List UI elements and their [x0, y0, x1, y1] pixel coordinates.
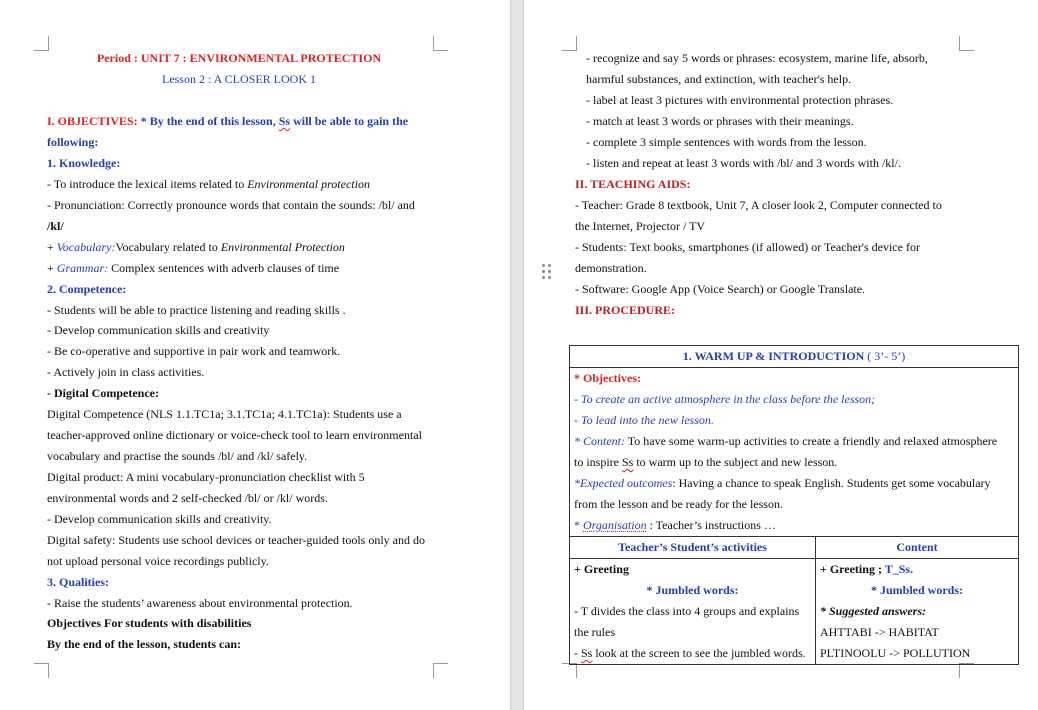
organisation-label: Organisation: [583, 518, 647, 532]
outcomes-label: *Expected outcomes: [574, 476, 673, 490]
teaching-aids-heading: II. TEACHING AIDS:: [575, 177, 691, 191]
vocabulary-label: Vocabulary:: [56, 240, 116, 254]
text: +: [47, 261, 57, 275]
table-row: [570, 346, 1019, 368]
table-time: ( 3’- 5’): [864, 349, 906, 363]
text: Vocabulary related to: [115, 240, 221, 254]
disabilities-heading: Objectives For students with disabilities: [47, 616, 252, 630]
activity-text: the rules: [574, 625, 615, 639]
knowledge-grammar: [47, 259, 339, 277]
lesson-title: Period : UNIT 7 : ENVIRONMENTAL PROTECTION: [96, 51, 382, 65]
teaching-aid: demonstration.: [575, 261, 647, 275]
text: to warm up to the subject and new lesson.: [633, 455, 838, 469]
competence-item: - Students will be able to practice listening and reading skills .: [47, 303, 346, 317]
digital-text: Digital safety: Students use school devices or teacher-guided tools only and do: [47, 533, 426, 547]
competence-heading: 2. Competence:: [47, 282, 127, 296]
activity-greeting: + Greeting: [574, 562, 629, 576]
digital-text: - Develop communication skills and creativity.: [47, 512, 272, 526]
text: To have some warm-up activities to create a friendly and relaxed atmosphere: [625, 434, 998, 448]
teaching-aid: - Teacher: Grade 8 textbook, Unit 7, A closer look 2, Computer connected to: [575, 198, 942, 212]
text: : Teacher’s instructions …: [646, 518, 776, 532]
digital-text: teacher-approved online dictionary or voice-check tool to learn environmental: [47, 428, 422, 442]
qualities-heading: 3. Qualities:: [47, 575, 109, 589]
ss-word: Ss: [278, 114, 291, 128]
table-info-cell: [570, 368, 1019, 537]
text-italic: Environmental Protection: [220, 240, 345, 254]
activity-jumbled: * Jumbled words:: [646, 583, 739, 597]
ss-word: Ss: [622, 455, 634, 469]
digital-text: not upload personal voice recordings publicly.: [47, 554, 269, 568]
text: T_Ss.: [884, 562, 914, 576]
table-title-cell: [570, 346, 1019, 368]
objective-item: - To lead into the new lesson.: [574, 413, 714, 427]
ss-word: Ss: [581, 646, 593, 660]
outcome-item: - listen and repeat at least 3 words with /bl/ and 3 words with /kl/.: [586, 156, 901, 170]
text: Complex sentences with adverb clauses of time: [108, 261, 340, 275]
knowledge-item-1: [47, 175, 370, 193]
table-row: [570, 368, 1019, 537]
column-header-activities: Teacher’s Student’s activities: [570, 537, 816, 559]
teaching-aid: - Students: Text books, smartphones (if allowed) or Teacher's device for: [575, 240, 920, 254]
organisation-line: [574, 515, 1014, 536]
content-greeting: [820, 559, 1014, 580]
crop-mark: [959, 663, 974, 678]
crop-mark: [34, 663, 49, 678]
content-line-cont: [574, 452, 1014, 473]
knowledge-item-2: - Pronunciation: Correctly pronounce words that contain the sounds: /bl/ and: [47, 198, 415, 212]
table-header-row: [570, 537, 1019, 559]
outcomes-line-cont: from the lesson and be ready for the lesson.: [574, 497, 783, 511]
activity-text: [574, 643, 811, 664]
content-line: [574, 431, 1014, 452]
digital-text: environmental words and 2 self-checked /bl/ or /kl/ words.: [47, 491, 328, 505]
suggested-answers-label: * Suggested answers:: [820, 604, 927, 618]
text: +: [47, 240, 57, 254]
knowledge-heading: 1. Knowledge:: [47, 156, 121, 170]
content-cell: [816, 559, 1019, 665]
text: *: [574, 518, 583, 532]
outcome-item: - match at least 3 words or phrases with their meanings.: [586, 114, 854, 128]
objectives-intro-end: will be able to gain the: [290, 114, 409, 128]
qualities-item: - Raise the students’ awareness about environmental protection.: [47, 596, 353, 610]
table-title: 1. WARM UP & INTRODUCTION: [682, 349, 865, 363]
outcome-item: - label at least 3 pictures with environmental protection phrases.: [586, 93, 894, 107]
text: + Greeting ;: [820, 562, 885, 576]
content-jumbled: * Jumbled words:: [870, 583, 963, 597]
page-gutter: [510, 0, 524, 710]
activities-cell: [570, 559, 816, 665]
document-page-left: [0, 0, 510, 710]
text: look at the screen to see the jumbled words.: [592, 646, 806, 660]
table-row: [570, 559, 1019, 665]
objectives-heading: I. OBJECTIVES:: [47, 114, 141, 128]
teaching-aid: the Internet, Projector / TV: [575, 219, 706, 233]
warm-up-table: [569, 345, 1019, 665]
text: : Having a chance to speak English. Students get some vocabulary: [672, 476, 991, 490]
competence-item: - Be co-operative and supportive in pair work and teamwork.: [47, 344, 341, 358]
crop-mark: [433, 663, 448, 678]
objectives-label: * Objectives:: [574, 371, 641, 385]
outcome-item: - complete 3 simple sentences with words from the lesson.: [586, 135, 867, 149]
digital-text: Digital product: A mini vocabulary-pronunciation checklist with 5: [47, 470, 365, 484]
knowledge-vocabulary: [47, 238, 345, 256]
competence-item: - Actively join in class activities.: [47, 365, 205, 379]
answer-item: PLTINOOLU -> POLLUTION: [820, 646, 971, 660]
disabilities-intro: By the end of the lesson, students can:: [47, 637, 242, 651]
content-label: * Content:: [574, 434, 625, 448]
column-header-content: Content: [816, 537, 1019, 559]
outcomes-line: [574, 473, 1014, 494]
drag-handle-icon[interactable]: [542, 264, 552, 280]
objectives-intro: * By the end of this lesson,: [140, 114, 279, 128]
answer-item: AHTTABI -> HABITAT: [820, 625, 939, 639]
procedure-heading: III. PROCEDURE:: [575, 303, 676, 317]
text: to inspire: [574, 455, 622, 469]
crop-mark: [562, 36, 577, 51]
crop-mark: [562, 663, 577, 678]
lesson-subtitle: Lesson 2 : A CLOSER LOOK 1: [161, 72, 316, 86]
outcome-item: harmful substances, and extinction, with teacher's help.: [586, 72, 852, 86]
activity-text: - T divides the class into 4 groups and explains: [574, 604, 800, 618]
text-italic: Environmental protection: [247, 177, 370, 191]
competence-item: - Develop communication skills and creativity: [47, 323, 270, 337]
outcome-item: - recognize and say 5 words or phrases: ecosystem, marine life, absorb,: [586, 51, 928, 65]
objective-item: - To create an active atmosphere in the class before the lesson;: [574, 392, 876, 406]
digital-text: vocabulary and practise the sounds /bl/ and /kl/ safely.: [47, 449, 308, 463]
objectives-intro-cont: following:: [47, 135, 99, 149]
knowledge-item-2-cont: /kl/: [47, 219, 64, 233]
crop-mark: [959, 36, 974, 51]
digital-text: Digital Competence (NLS 1.1.TC1a; 3.1.TC1a; 4.1.TC1a): Students use a: [47, 407, 402, 421]
grammar-label: Grammar:: [56, 261, 109, 275]
digital-competence-heading: - Digital Competence:: [47, 386, 159, 400]
objectives-line: [47, 112, 408, 130]
teaching-aid: - Software: Google App (Voice Search) or Google Translate.: [575, 282, 866, 296]
text: - To introduce the lexical items related to: [47, 177, 248, 191]
text: -: [574, 646, 581, 660]
